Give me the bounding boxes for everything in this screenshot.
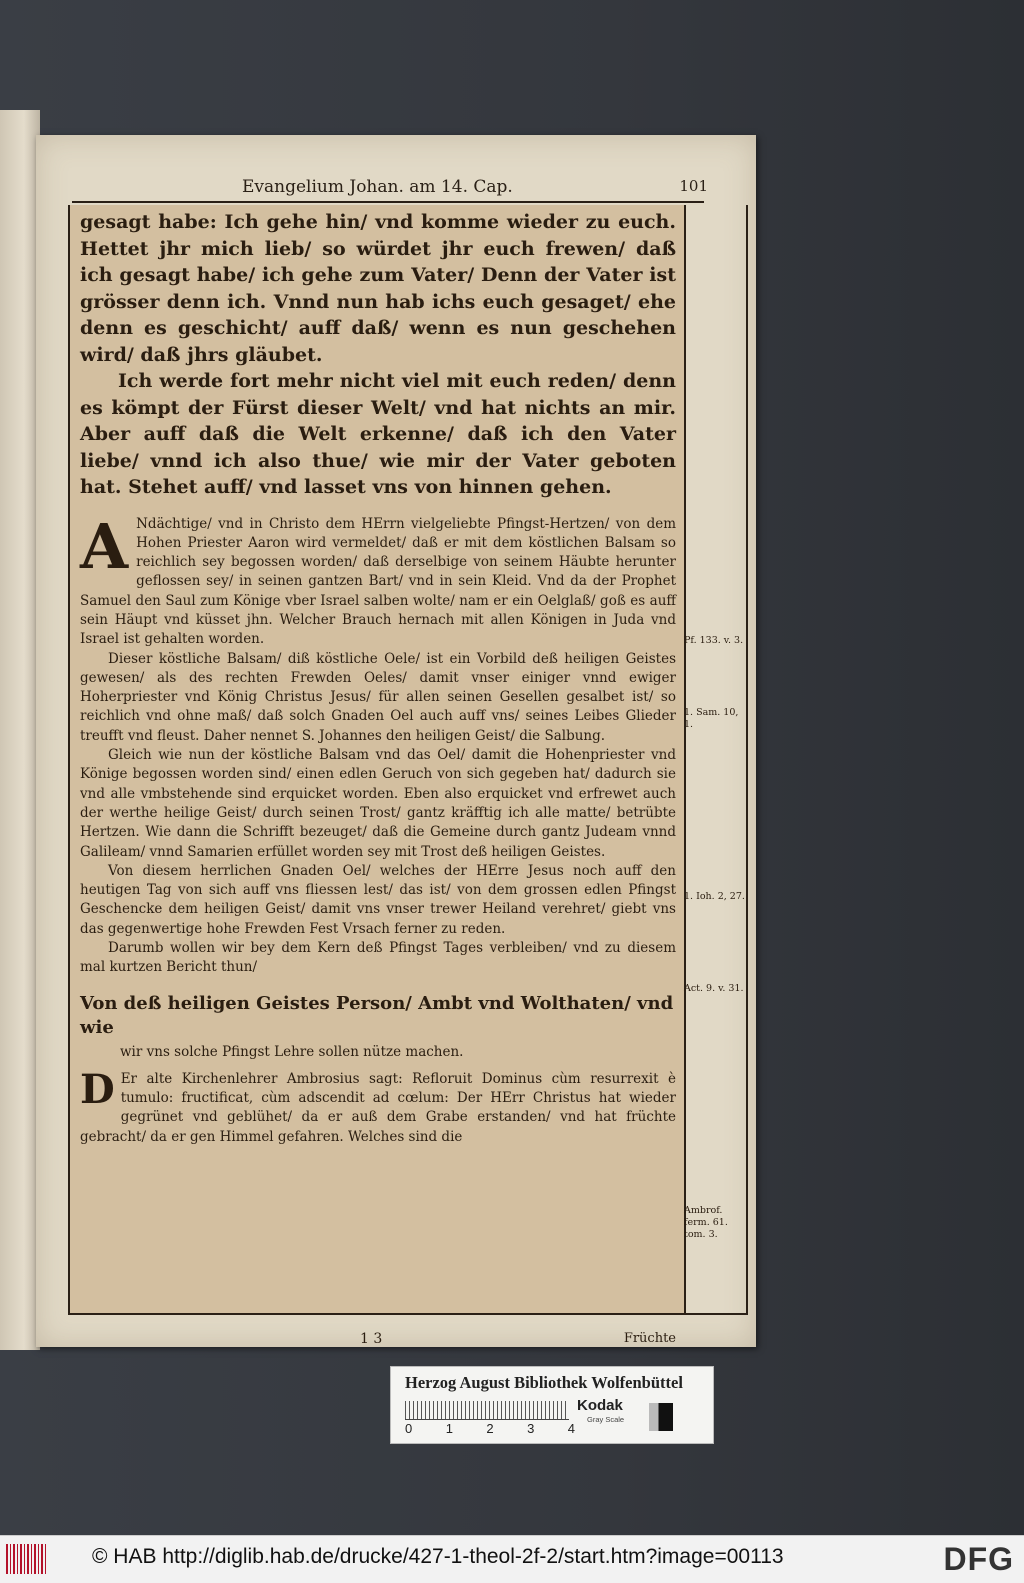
drop-cap-initial-2: D (80, 1065, 115, 1113)
drop-cap-initial: A (80, 509, 129, 583)
facing-page-edge (0, 110, 40, 1350)
margin-frame (680, 205, 748, 1315)
scale-number-2: 2 (486, 1421, 494, 1436)
signature-mark: 1 3 (360, 1331, 383, 1347)
bible-paragraph-2: Ich werde fort mehr nicht viel mit euch reden/ denn es kömpt der Fürst dieser Welt/ vnd hat nichts an mir. Aber auff daß die Welt erkenne/ daß ich den Vater liebe/ vnnd ich also thue/ wie mir der Vater geboten hat. Stehet auff/ vnd lasset vns von hinnen gehen. (80, 370, 676, 498)
gray-scale-label: Gray Scale (587, 1415, 625, 1424)
running-head (72, 173, 708, 203)
kodak-logo: Kodak (577, 1397, 623, 1414)
section-heading-main: Von deß heiligen Geistes Person/ Ambt vnd Wolthaten/ vnd wie (80, 992, 674, 1038)
sermon-paragraph-3: Gleich wie nun der köstliche Balsam vnd das Oel/ damit die Hohenpriester vnd Könige begossen worden sind/ einen edlen Geruch von sich gegeben hat/ dadurch sie vnd alle vmbstehende sind erquicket worden. Eben also erquicket vnd erfrewet auch der werthe heilige Geist/ durch seinen Trost/ gantz kräfftig ich alle matte/ betrübte Hertzen. Wie dann die Schrifft bezeuget/ daß die Gemeine durch gantz Judeam vnnd Galileam/ vnnd Samarien erfüllet worden sey mit Trost deß heiligen Geistes. (80, 747, 676, 860)
footer-bar (0, 1535, 1024, 1583)
catchword: Früchte (623, 1331, 676, 1346)
sermon-paragraph-4: Von diesem herrlichen Gnaden Oel/ welches der HErre Jesus noch auff den heutigen Tag von sich auff vns fliessen lest/ das ist/ von dem grossen edlen Pfingst Geschencke dem heiligen Geist/ damit vns vnser trewer Heiland verehret/ giebt vns das gegenwertige hohe Frewden Fest Vrsach ferner zu reden. (80, 862, 676, 937)
bible-paragraph-1: gesagt habe: Ich gehe hin/ vnd komme wieder zu euch. Hettet jhr mich lieb/ so würdet jhr euch frewen/ daß ich gesagt habe/ ich gehe zum Vater/ Denn der Vater ist grösser denn ich. Vnnd nun hab ichs euch gesaget/ ehe denn es geschicht/ auff daß/ wenn es nun geschehen wird/ daß jhrs gläubet. (80, 211, 676, 366)
print-area (64, 165, 745, 1347)
final-text (80, 1065, 676, 1147)
dfg-logo: DFG (943, 1541, 1014, 1577)
scale-number-4: 4 (567, 1421, 575, 1436)
book-page (36, 135, 756, 1347)
sermon-paragraph-5: Darumb wollen wir bey dem Kern deß Pfingst Tages verbleiben/ vnd zu diesem mal kurtzen Bericht thun/ (80, 940, 676, 976)
running-head-title: Evangelium Johan. am 14. Cap. (242, 177, 513, 197)
final-paragraph-text: Er alte Kirchenlehrer Ambrosius sagt: Refloruit Dominus cùm resurrexit è tumulo: fructificat, cùm adscendit ad cœlum: Der HErr Christus hat wieder gegrünet vnd geblühet/ da er auß dem Grabe erstanden/ vnd hat früchte gebracht/ da er gen Himmel gefahren. Welches sind die (80, 1070, 676, 1145)
barcode-icon (6, 1544, 46, 1574)
scale-number-1: 1 (445, 1421, 453, 1436)
marginal-note-2: 1. Sam. 10, 1. (684, 707, 739, 730)
section-heading (80, 992, 676, 1064)
scale-number-0: 0 (405, 1421, 413, 1436)
section-heading-sub: wir vns solche Pfingst Lehre sollen nütze machen. (120, 1043, 464, 1060)
page-bottom-line (80, 1331, 676, 1349)
scale-number-3: 3 (527, 1421, 535, 1436)
sermon-text (80, 509, 676, 978)
color-target-card (390, 1366, 714, 1444)
marginal-note-1: Pf. 133. v. 3. (684, 635, 744, 646)
library-name: Herzog August Bibliothek Wolfenbüttel (405, 1373, 683, 1392)
final-paragraph (80, 1065, 676, 1147)
gray-swatch (649, 1403, 673, 1431)
sermon-paragraph-1-text: Ndächtige/ vnd in Christo dem HErrn vielgeliebte Pfingst-Hertzen/ von dem Hohen Priester Aaron wird vermeldet/ daß er mit dem köstlichen Balsam so reichlich sey begossen worden/ daß derselbige von seinem Häubte herunter geflossen sey/ in seinen gantzen Bart/ vnd in sein Kleid. Vnd da der Prophet Samuel den Saul zum Könige vber Israel salben wolte/ nam er ein Oelglaß/ goß es auff sein Häupt vnd küsset jhn. Welcher Brauch hernach mit allen Königen in Juda vnd Israel ist gehalten worden. (80, 515, 676, 648)
sermon-paragraph-2: Dieser köstliche Balsam/ diß köstliche Oele/ ist ein Vorbild deß heiligen Geistes gewesen/ als des rechten Frewden Oeles/ damit vnser einiger vnnd ewiger Hoherpriester vnd König Christus Jesus/ für allen seinen Gesellen gesalbet ist/ so reichlich vnd ohne maß/ daß solch Gnaden Oel auch auff vns/ seines Leibes Glieder treufft vnd fleust. Daher nennet S. Johannes den heiligen Geist/ die Salbung. (80, 650, 676, 744)
scale-ruler (405, 1401, 569, 1420)
source-link[interactable]: © HAB http://diglib.hab.de/drucke/427-1-theol-2f-2/start.htm?image=00113 (92, 1545, 784, 1568)
marginal-note-5: Ambrof. ferm. 61. tom. 3. (684, 1205, 728, 1240)
folio-number: 101 (679, 177, 708, 195)
bible-text (80, 209, 676, 501)
marginal-note-4: Act. 9. v. 31. (684, 983, 744, 994)
text-frame (68, 205, 686, 1347)
scale-numbers (405, 1421, 575, 1436)
text-column (80, 205, 676, 1147)
marginal-note-3: 1. Ioh. 2, 27. (684, 891, 745, 902)
sermon-paragraph-1 (80, 509, 676, 650)
